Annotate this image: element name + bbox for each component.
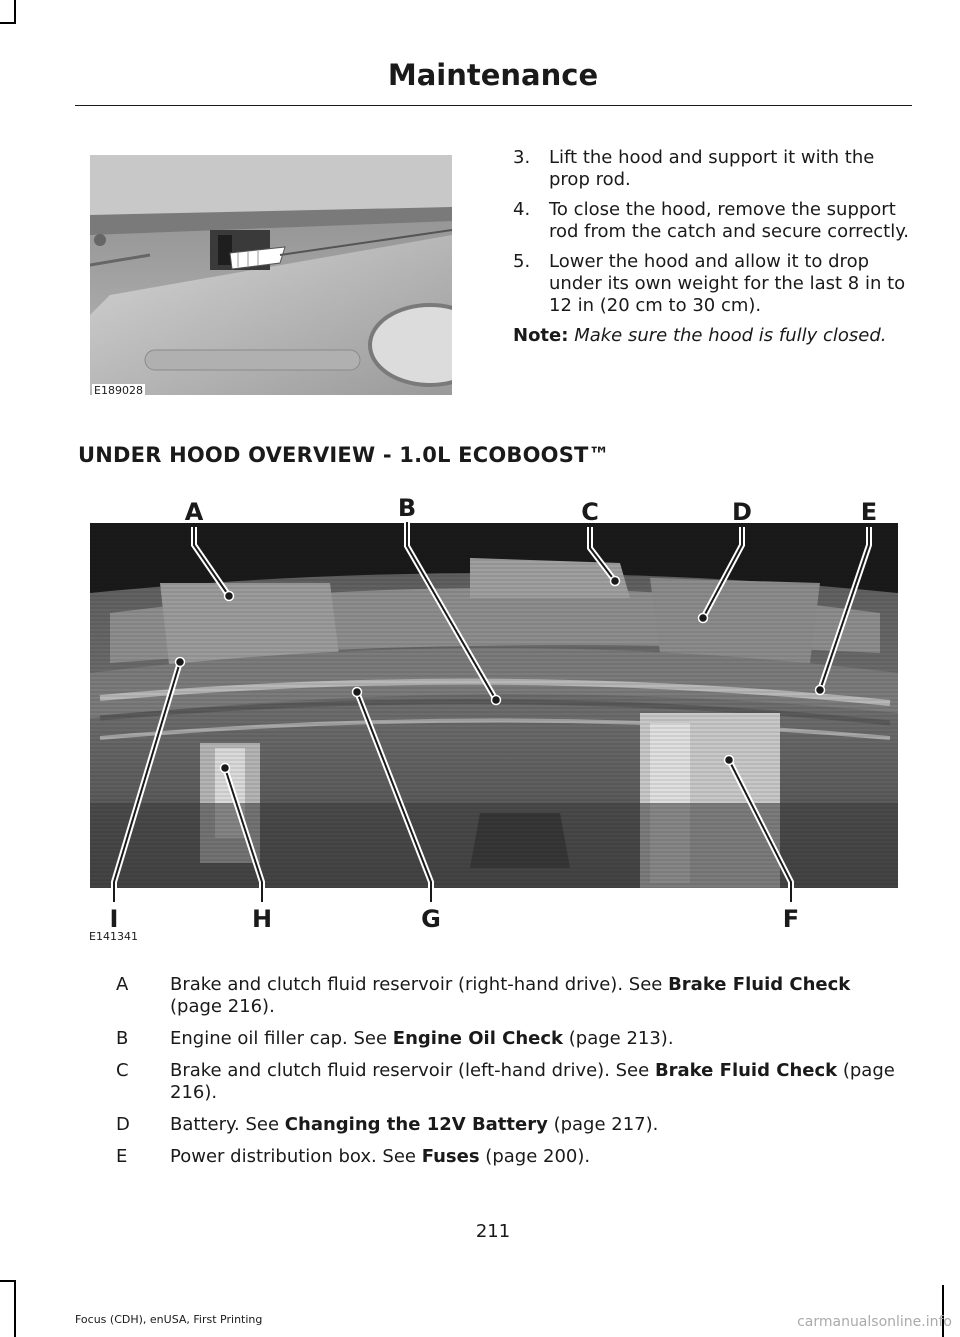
header-rule xyxy=(75,105,912,106)
instruction-steps xyxy=(513,147,913,347)
step-text: Lower the hood and allow it to drop under its own weight for the last 8 in to 12 in (20 cm to 30 cm). xyxy=(549,251,906,316)
watermark: carmanualsonline.info xyxy=(797,1314,952,1330)
callout-label-f: F xyxy=(782,905,800,933)
engine-bay-illustration xyxy=(90,523,898,888)
legend-text: Engine oil filler cap. See xyxy=(170,1028,393,1049)
callout-label-e: E xyxy=(860,498,878,526)
legend-text: Brake and clutch fluid reservoir (right-hand drive). See xyxy=(170,974,669,995)
step-number: 4. xyxy=(513,199,531,220)
step-text: Lift the hood and support it with the prop rod. xyxy=(549,147,875,190)
legend-page: (page 216). xyxy=(170,996,275,1017)
callout-label-b: B xyxy=(397,494,417,522)
callout-label-h: H xyxy=(251,905,273,933)
legend-link[interactable]: Fuses xyxy=(421,1146,480,1167)
legend-item xyxy=(116,1146,906,1168)
legend-letter: E xyxy=(116,1146,128,1167)
legend-link[interactable]: Brake Fluid Check xyxy=(668,974,851,995)
figure-code: E189028 xyxy=(94,384,143,395)
callout-label-i: I xyxy=(109,905,119,933)
crop-mark xyxy=(14,1280,16,1337)
note xyxy=(513,325,913,347)
note-text: Make sure the hood is fully closed. xyxy=(574,325,887,346)
callout-label-c: C xyxy=(581,498,599,526)
figure-code: E141341 xyxy=(89,930,138,943)
legend-text: Brake and clutch fluid reservoir (left-hand drive). See xyxy=(170,1060,655,1081)
engine-bay-drawing xyxy=(90,523,898,888)
legend-page: (page 216). xyxy=(170,1060,895,1103)
legend-page: (page 213). xyxy=(563,1028,674,1049)
hood-prop-rod-drawing xyxy=(90,155,452,395)
crop-mark xyxy=(0,22,16,24)
step-item xyxy=(513,251,913,317)
legend-item xyxy=(116,974,906,1018)
legend-letter: C xyxy=(116,1060,129,1081)
legend-letter: D xyxy=(116,1114,130,1135)
legend-letter: A xyxy=(116,974,129,995)
crop-mark xyxy=(14,0,16,24)
legend-page: (page 217). xyxy=(547,1114,659,1135)
legend-item xyxy=(116,1114,906,1136)
legend-page: (page 200). xyxy=(479,1146,591,1167)
legend-text: Battery. See xyxy=(170,1114,285,1135)
legend-item xyxy=(116,1028,906,1050)
crop-mark xyxy=(0,1280,16,1282)
page-title: Maintenance xyxy=(387,58,599,92)
step-item xyxy=(513,147,913,191)
legend-link[interactable]: Brake Fluid Check xyxy=(654,1060,838,1081)
callout-label-d: D xyxy=(732,498,752,526)
footer-text: Focus (CDH), enUSA, First Printing xyxy=(75,1313,263,1326)
callout-label-a: A xyxy=(184,498,204,526)
legend-item xyxy=(116,1060,906,1104)
legend-link[interactable]: Engine Oil Check xyxy=(392,1028,564,1049)
component-legend xyxy=(116,974,906,1178)
legend-text: Power distribution box. See xyxy=(170,1146,422,1167)
hood-prop-rod-illustration xyxy=(90,155,452,395)
step-number: 3. xyxy=(513,147,531,168)
step-item xyxy=(513,199,913,243)
note-label: Note: xyxy=(513,325,569,346)
legend-link[interactable]: Changing the 12V Battery xyxy=(284,1114,548,1135)
callout-label-g: G xyxy=(421,905,441,933)
section-heading: UNDER HOOD OVERVIEW - 1.0L ECOBOOST™ xyxy=(78,443,610,467)
page-number: 211 xyxy=(475,1221,511,1242)
step-number: 5. xyxy=(513,251,531,272)
step-text: To close the hood, remove the support rod from the catch and secure correctly. xyxy=(549,199,910,242)
legend-letter: B xyxy=(116,1028,129,1049)
